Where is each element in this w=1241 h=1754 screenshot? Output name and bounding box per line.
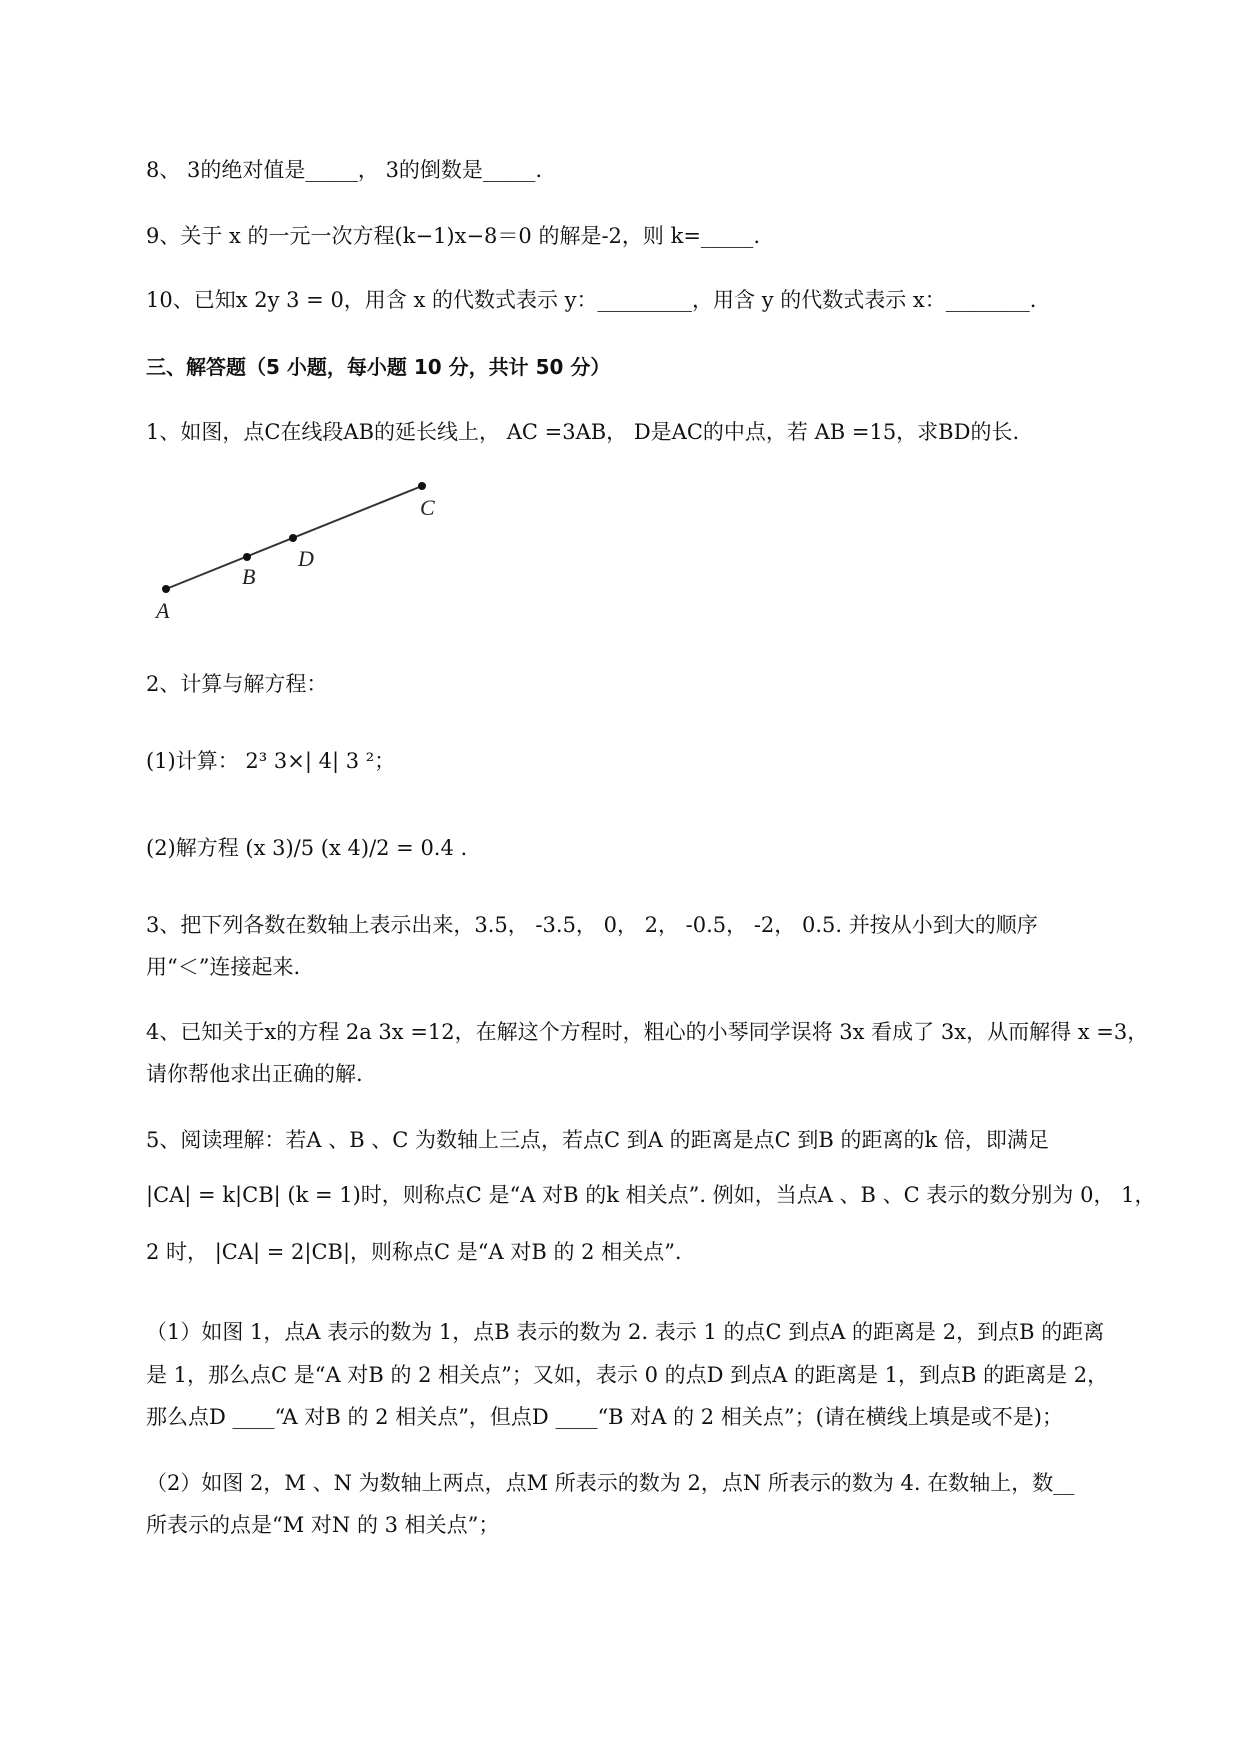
point-c	[418, 482, 426, 490]
label-c: C	[420, 495, 435, 520]
problem-2-part2: (2)解方程 (x 3)/5 (x 4)/2 = 0.4 .	[146, 836, 468, 860]
point-b	[243, 553, 251, 561]
label-d: D	[298, 546, 314, 571]
question-9: 9、关于 x 的一元一次方程(k−1)x−8＝0 的解是-2，则 k=_____.	[146, 224, 761, 248]
problem-4-line1: 4、已知关于x的方程 2a 3x =12，在解这个方程时，粗心的小琴同学误将 3x 看成了 3x，从而解得 x =3，	[146, 1020, 1149, 1044]
question-10: 10、已知x 2y 3 = 0，用含 x 的代数式表示 y：_________，用含 y 的代数式表示 x：________.	[146, 288, 1037, 312]
problem-5-sub2-line1: （2）如图 2，M 、N 为数轴上两点，点M 所表示的数为 2，点N 所表示的数为 4. 在数轴上，数__	[146, 1471, 1075, 1495]
problem-5-sub1-line3: 那么点D ____“A 对B 的 2 相关点”，但点D ____“B 对A 的 2 相关点”；(请在横线上填是或不是)；	[146, 1405, 1063, 1429]
line-segment-figure	[150, 470, 470, 630]
point-d	[289, 534, 297, 542]
problem-4-line2: 请你帮他求出正确的解.	[146, 1062, 363, 1086]
problem-5-line1: 5、阅读理解：若A 、B 、C 为数轴上三点，若点C 到A 的距离是点C 到B 的距离的k 倍，即满足	[146, 1128, 1049, 1152]
label-b: B	[242, 564, 256, 589]
point-a	[162, 585, 170, 593]
problem-3-line1: 3、把下列各数在数轴上表示出来，3.5， -3.5， 0， 2， -0.5， -2， 0.5. 并按从小到大的顺序	[146, 913, 1038, 937]
label-a: A	[156, 598, 170, 623]
problem-5-sub1-line1: （1）如图 1，点A 表示的数为 1，点B 表示的数为 2. 表示 1 的点C 到点A 的距离是 2，到点B 的距离	[146, 1320, 1105, 1344]
problem-5-line2: |CA| = k|CB| (k = 1)时，则称点C 是“A 对B 的k 相关点”. 例如，当点A 、B 、C 表示的数分别为 0， 1，	[146, 1183, 1156, 1207]
problem-2-part1: (1)计算： 2³ 3×| 4| 3 ²；	[146, 749, 396, 773]
problem-5-line3: 2 时， |CA| = 2|CB|，则称点C 是“A 对B 的 2 相关点”.	[146, 1240, 682, 1264]
problem-1-text: 1、如图，点C在线段AB的延长线上， AC =3AB， D是AC的中点，若 AB =15，求BD的长.	[146, 420, 1020, 444]
problem-3-line2: 用“＜”连接起来.	[146, 955, 301, 979]
problem-5-sub2-line2: 所表示的点是“M 对N 的 3 相关点”；	[146, 1513, 500, 1537]
section-heading: 三、解答题（5 小题，每小题 10 分，共计 50 分）	[146, 355, 611, 379]
question-8: 8、 3的绝对值是_____， 3的倒数是_____.	[146, 158, 543, 182]
problem-5-sub1-line2: 是 1，那么点C 是“A 对B 的 2 相关点”；又如，表示 0 的点D 到点A 的距离是 1，到点B 的距离是 2，	[146, 1363, 1109, 1387]
problem-2-title: 2、计算与解方程：	[146, 672, 328, 696]
